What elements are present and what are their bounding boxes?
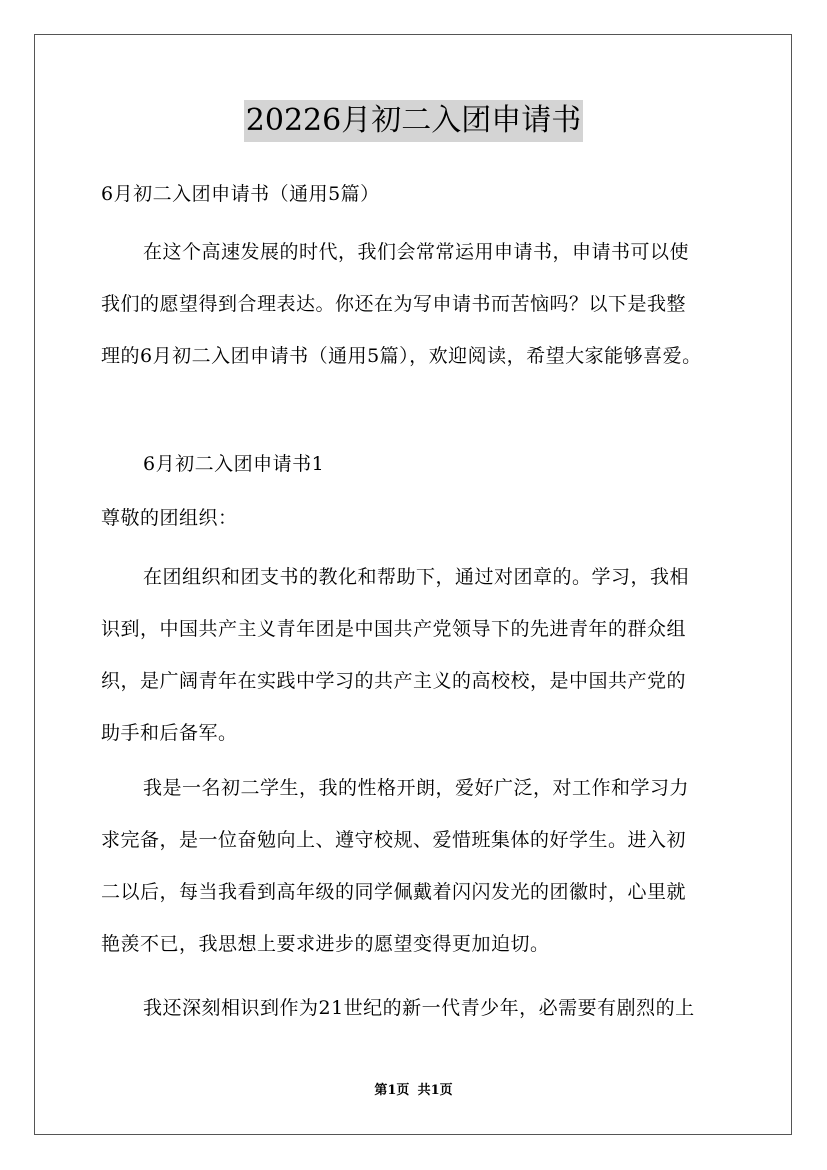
body-paragraph-3 bbox=[101, 762, 728, 970]
page-total: 共1页 bbox=[417, 1083, 453, 1098]
section-heading: 6月初二入团申请书1 bbox=[143, 453, 325, 475]
paragraph-line: 织，是广阔青年在实践中学习的共产主义的高校校，是中国共产党的 bbox=[101, 670, 687, 692]
greeting: 尊敬的团组织： bbox=[101, 507, 238, 529]
paragraph-line: 我是一名初二学生，我的性格开朗，爱好广泛，对工作和学习力 bbox=[143, 777, 690, 799]
paragraph-line: 二以后，每当我看到高年级的同学佩戴着闪闪发光的团徽时，心里就 bbox=[101, 881, 687, 903]
paragraph-line: 在这个高速发展的时代，我们会常常运用申请书，申请书可以使 bbox=[143, 241, 690, 263]
paragraph-line: 识到，中国共产主义青年团是中国共产党领导下的先进青年的群众组 bbox=[101, 618, 687, 640]
document-title: 20226月初二入团申请书 bbox=[244, 100, 583, 142]
paragraph-line: 我还深刻相识到作为21世纪的新一代青少年，必需要有剧烈的上 bbox=[143, 997, 695, 1019]
body-paragraph-2 bbox=[101, 551, 728, 759]
paragraph-line: 在团组织和团支书的教化和帮助下，通过对团章的。学习，我相 bbox=[143, 566, 690, 588]
body-paragraph-4 bbox=[101, 982, 728, 1034]
page-footer bbox=[0, 1082, 827, 1100]
paragraph-line: 助手和后备军。 bbox=[101, 722, 238, 744]
title-wrap bbox=[0, 100, 827, 142]
intro-paragraph bbox=[101, 226, 728, 382]
paragraph-line: 艳羡不已，我思想上要求进步的愿望变得更加迫切。 bbox=[101, 933, 550, 955]
paragraph-line: 求完备，是一位奋勉向上、遵守校规、爱惜班集体的好学生。进入初 bbox=[101, 829, 687, 851]
paragraph-line: 理的6月初二入团申请书（通用5篇），欢迎阅读，希望大家能够喜爱。 bbox=[101, 345, 702, 367]
paragraph-line: 我们的愿望得到合理表达。你还在为写申请书而苦恼吗？以下是我整 bbox=[101, 293, 687, 315]
document-subtitle: 6月初二入团申请书（通用5篇） bbox=[101, 183, 380, 205]
page-number: 第1页 bbox=[374, 1083, 410, 1098]
